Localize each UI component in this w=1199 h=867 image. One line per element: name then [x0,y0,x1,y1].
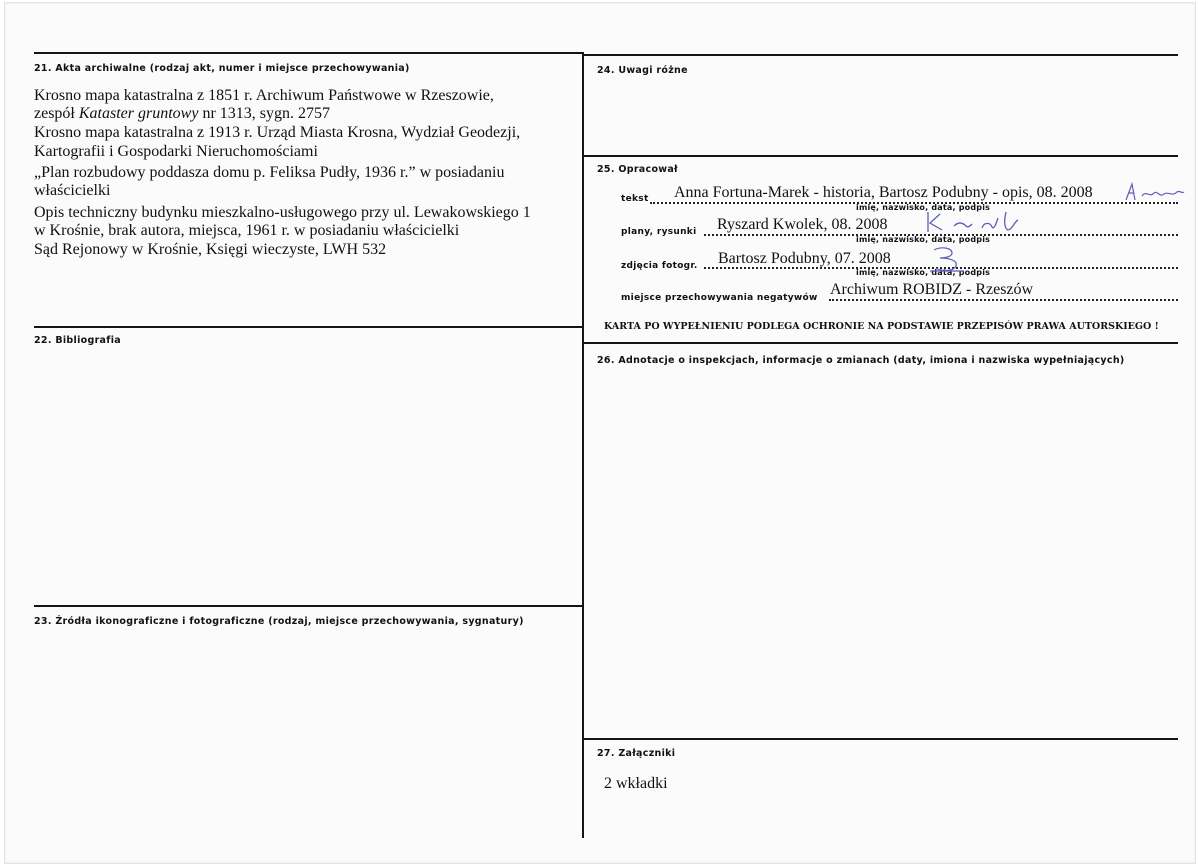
rule-22 [34,326,584,328]
archive-line-2-post: nr 1313, sygn. 2757 [198,105,330,122]
rule-26 [584,342,1178,344]
copyright-notice: KARTA PO WYPEŁNIENIU PODLEGA OCHRONIE NA PODSTAWIE PRZEPISÓW PRAWA AUTORSKIEGO ! [604,321,1159,332]
tekst-label: tekst [621,194,649,204]
zdjecia-value: Bartosz Podubny, 07. 2008 [718,250,891,267]
section-27-header: 27. Załączniki [597,748,676,759]
archive-line-6: właścicielki [34,182,111,199]
archive-line-3: Krosno mapa katastralna z 1913 r. Urząd Miasta Krosna, Wydział Geodezji, [34,124,521,141]
negatives-dotted-line [829,299,1178,301]
archive-line-2 [34,105,330,123]
zdjecia-label: zdjęcia fotogr. [621,261,698,271]
rule-23 [34,605,584,607]
archive-line-8: w Krośnie, brak autora, miejsca, 1961 r. w posiadaniu właścicielki [34,222,460,239]
top-rule-left [34,52,584,54]
tekst-caption: imię, nazwisko, data, podpis [856,203,991,212]
rule-27 [584,738,1178,740]
attachments-value: 2 wkładki [604,775,668,792]
section-25-header: 25. Opracował [597,164,678,175]
section-23-header: 23. Źródła ikonograficzne i fotograficzne (rodzaj, miejsce przechowywania, sygnatury) [34,616,524,627]
section-22-header: 22. Bibliografia [34,335,121,346]
section-21-header: 21. Akta archiwalne (rodzaj akt, numer i miejsce przechowywania) [34,63,410,74]
rule-25 [584,155,1178,157]
center-divider [582,52,584,838]
archive-line-2-pre: zespół [34,105,79,122]
signature-text-icon [1122,180,1186,206]
signature-photos-icon [926,244,966,274]
archive-line-1: Krosno mapa katastralna z 1851 r. Archiwum Państwowe w Rzeszowie, [34,87,494,104]
section-26-header: 26. Adnotacje o inspekcjach, informacje o zmianach (daty, imiona i nazwiska wypełniających) [597,355,1125,366]
negatives-value: Archiwum ROBIDZ - Rzeszów [830,281,1034,298]
plany-label: plany, rysunki [621,227,697,237]
negatives-label: miejsce przechowywania negatywów [621,293,818,303]
archive-line-4: Kartografii i Gospodarki Nieruchomościami [34,143,318,160]
archive-line-9: Sąd Rejonowy w Krośnie, Księgi wieczyste, LWH 532 [34,241,387,258]
archive-line-7: Opis techniczny budynku mieszkalno-usługowego przy ul. Lewakowskiego 1 [34,204,531,221]
archive-line-2-italic: Kataster gruntowy [78,105,199,122]
top-rule-right [584,54,1178,56]
zdjecia-caption: imię, nazwisko, data, podpis [856,268,991,277]
tekst-value: Anna Fortuna-Marek - historia, Bartosz Podubny - opis, 08. 2008 [674,184,1093,201]
archive-line-5: „Plan rozbudowy poddasza domu p. Feliksa Pudły, 1936 r.” w posiadaniu [34,164,505,181]
signature-plans-icon [922,208,1022,236]
plany-value: Ryszard Kwolek, 08. 2008 [717,216,888,233]
section-24-header: 24. Uwagi różne [597,65,688,76]
plany-caption: imię, nazwisko, data, podpis [856,235,991,244]
